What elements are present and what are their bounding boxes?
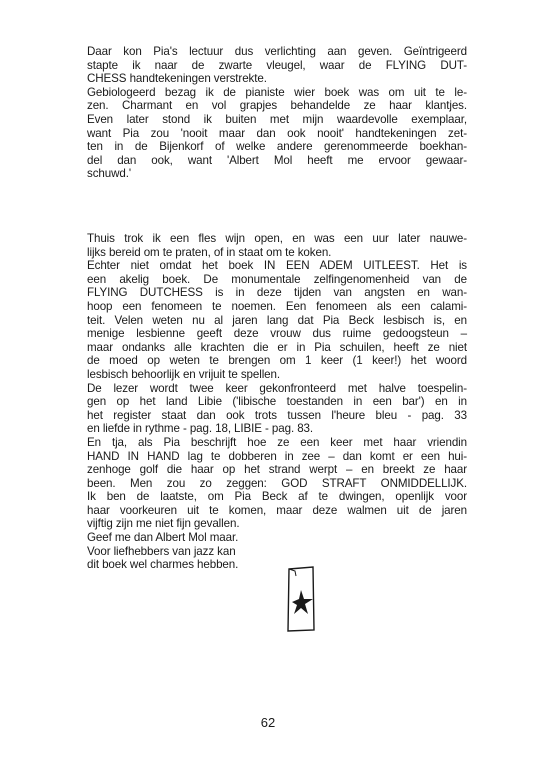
paragraph-2: [87, 232, 467, 572]
text-line: Daar kon Pia's lectuur dus verlichting aan geven. Geïntrigeerd: [87, 45, 467, 58]
text-line: maar ondanks alle krachten die er in Pia schuilen, heeft ze niet: [87, 340, 467, 354]
text-line: Geef me dan Albert Mol maar.: [87, 531, 239, 545]
decorative-stamp-icon: [286, 566, 316, 632]
text-line: zenhoge golf die haar op het strand werpt – en breekt ze haar: [87, 463, 467, 477]
text-line: been. Men zou zo zeggen: GOD STRAFT ONMIDDELLIJK.: [87, 476, 467, 490]
text-line: del dan ook, want 'Albert Mol heeft me ervoor gewaar-: [87, 153, 467, 167]
page-number: 62: [260, 715, 276, 730]
text-line: Voor liefhebbers van jazz kan: [87, 544, 236, 558]
text-line: vijftig zijn me niet fijn gevallen.: [87, 517, 240, 531]
text-line: teit. Velen weten nu al jaren lang dat Pia Beck lesbisch is, en: [87, 313, 467, 327]
text-line: FLYING DUTCHESS is in deze tijden van angsten en wan-: [87, 286, 467, 300]
text-line: de moed op weten te brengen om 1 keer (1 keer!) het woord: [87, 354, 467, 368]
text-line: lesbisch behoorlijk en vrijuit te spellen.: [87, 367, 280, 381]
text-line: en liefde in rythme - pag. 18, LIBIE - pag. 83.: [87, 422, 314, 436]
text-line: hoop een fenomeen te noemen. Een fenomeen als een calami-: [87, 299, 467, 313]
text-line: haar voorkeuren uit te komen, maar deze walmen uit de jaren: [87, 503, 467, 517]
text-line: dit boek wel charmes hebben.: [87, 558, 239, 572]
paragraph-1: [87, 45, 467, 181]
text-line: En tja, als Pia beschrijft hoe ze een keer met haar vriendin: [87, 435, 467, 449]
text-line: lijks bereid om te praten, of in staat om te koken.: [87, 245, 332, 259]
text-line: Thuis trok ik een fles wijn open, en was een uur later nauwe-: [87, 232, 467, 245]
text-line: Even later stond ik buiten met mijn waardevolle exemplaar,: [87, 112, 467, 126]
text-line: CHESS handtekeningen verstrekte.: [87, 72, 267, 86]
text-line: ten in de Bijenkorf of welke andere gerenommeerde boekhan-: [87, 140, 467, 154]
text-line: gen op het land Libie ('libische toestanden in een bar') en in: [87, 395, 467, 409]
text-line: HAND IN HAND lag te dobberen in zee – dan komt er een hui-: [87, 449, 467, 463]
text-line: menige lesbienne geeft deze vrouw dus ruime gedoogsteun –: [87, 327, 467, 341]
text-line: Echter niet omdat het boek IN EEN ADEM UITLEEST. Het is: [87, 259, 467, 273]
text-line: want Pia zou 'nooit maar dan ook nooit' handtekeningen zet-: [87, 126, 467, 140]
text-line: De lezer wordt twee keer gekonfronteerd met halve toespelin-: [87, 381, 467, 395]
text-line: Gebiologeerd bezag ik de pianiste wier boek was om uit te le-: [87, 85, 467, 99]
text-line: stapte ik naar de zwarte vleugel, waar de FLYING DUT-: [87, 58, 467, 72]
text-line: het register staat dan ook trots tussen l'heure bleu - pag. 33: [87, 408, 467, 422]
text-line: Ik ben de laatste, om Pia Beck af te dwingen, openlijk voor: [87, 490, 467, 504]
text-line: een akelig boek. De monumentale zelfingenomenheid van de: [87, 272, 467, 286]
text-line: schuwd.': [87, 167, 131, 181]
text-line: zen. Charmant en vol grapjes behandelde ze haar klantjes.: [87, 99, 467, 113]
